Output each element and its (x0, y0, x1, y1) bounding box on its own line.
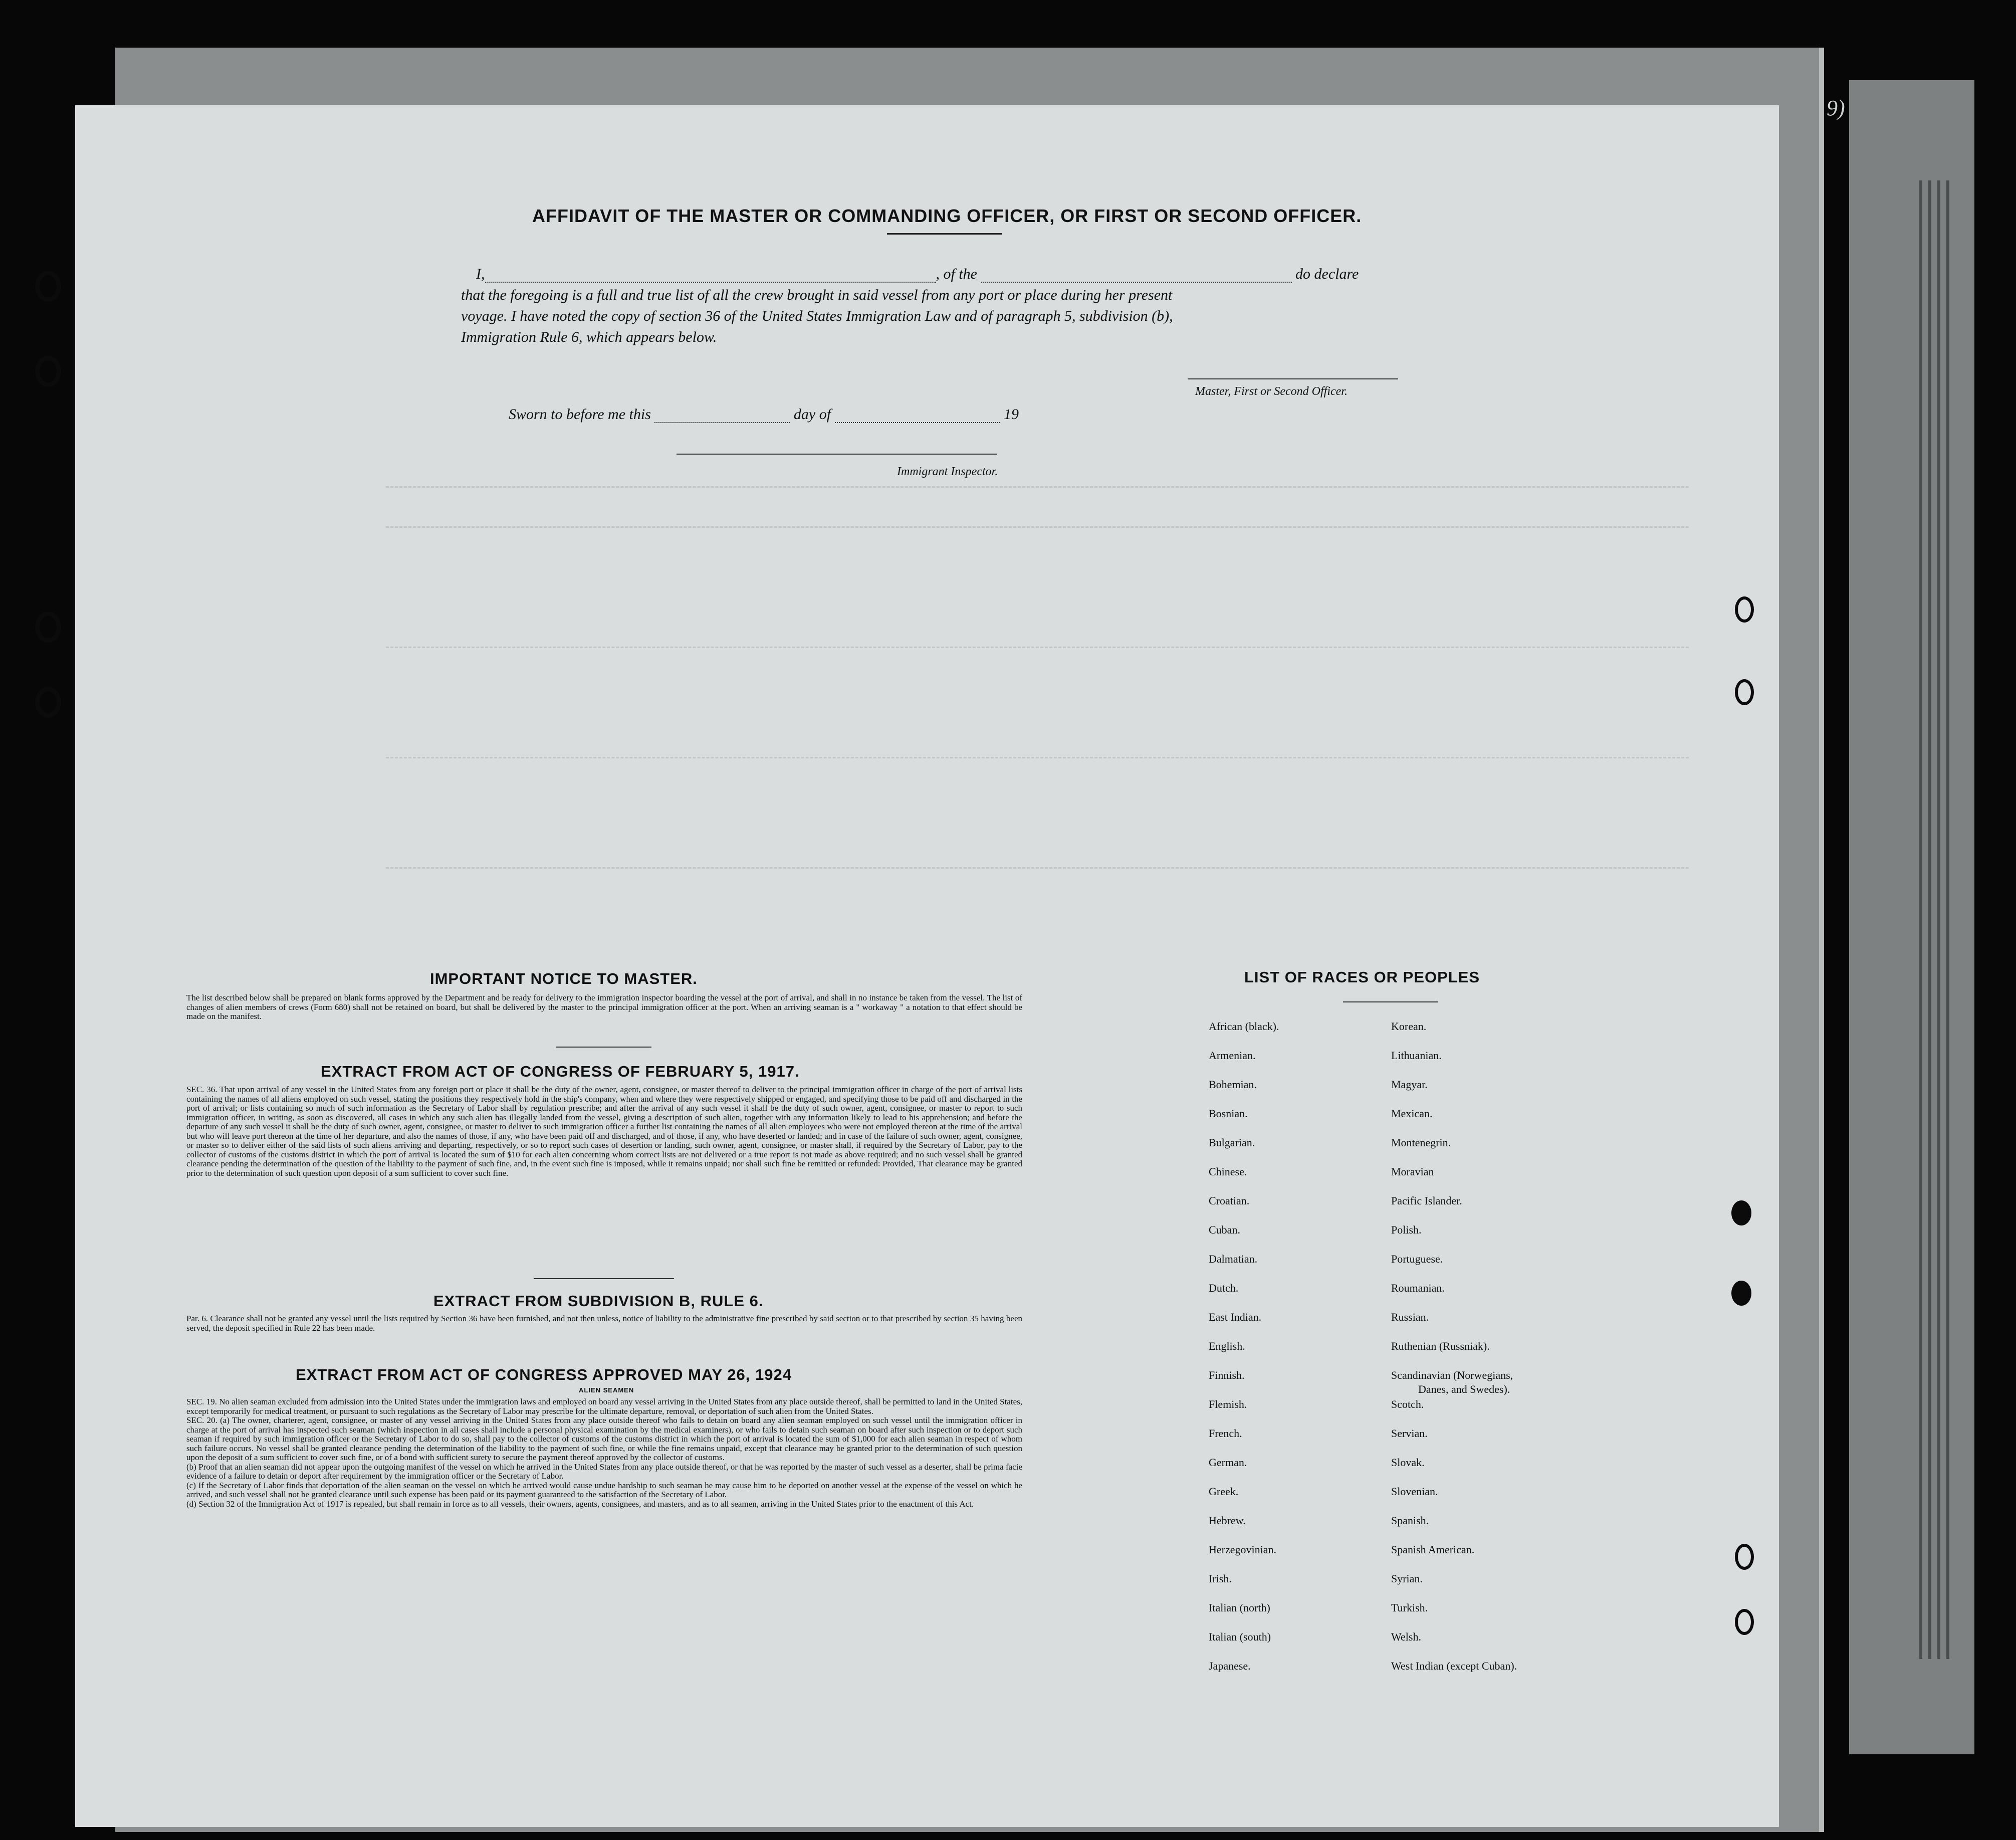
sworn-day-of: day of (793, 406, 831, 423)
sworn-day-blank (654, 422, 790, 423)
race-item: Korean. (1391, 1020, 1427, 1033)
race-item: Hebrew. (1209, 1514, 1246, 1527)
signature-line (1188, 378, 1398, 379)
notice-title: IMPORTANT NOTICE TO MASTER. (430, 970, 698, 987)
race-item: Montenegrin. (1391, 1136, 1451, 1149)
title-divider (887, 233, 1002, 235)
races-title: LIST OF RACES OR PEOPLES (1244, 968, 1480, 986)
race-item: Mexican. (1391, 1107, 1433, 1120)
race-item: German. (1209, 1456, 1247, 1469)
extract-rule6-text: Par. 6. Clearance shall not be granted any vessel until the lists required by Section 36 have been furnished, and not then unless, notice of liability to the administrative fine prescribed by said section or to that prescribed by section 35 having been served, the deposit specified in Rule 22 has been made. (186, 1314, 1022, 1333)
affidavit-do-declare-label: do declare (1295, 266, 1359, 282)
race-item: Italian (south) (1209, 1630, 1271, 1643)
punch-hole (35, 356, 61, 387)
race-item: Bosnian. (1209, 1107, 1248, 1120)
race-item: Chinese. (1209, 1165, 1247, 1178)
section-divider (534, 1278, 674, 1279)
document-page (75, 105, 1779, 1827)
race-item: Pacific Islander. (1391, 1194, 1462, 1207)
sec-20d-paragraph: (d) Section 32 of the Immigration Act of 1917 is repealed, but shall remain in force as to all vessels, their owners, agents, consignees, and masters, and as to all seamen, arriving in the United States prior to the enactment of this Act. (186, 1499, 974, 1509)
bleed-through-rule (386, 526, 1689, 528)
race-item: Italian (north) (1209, 1601, 1270, 1614)
race-item: Bohemian. (1209, 1078, 1257, 1091)
underlying-sheet-ruling (1919, 180, 1949, 1659)
race-item: Portuguese. (1391, 1253, 1443, 1265)
punch-hole (1735, 1609, 1754, 1635)
affidavit-line-1 (476, 266, 1359, 283)
sworn-prefix: Sworn to before me this (509, 406, 651, 423)
inspector-caption: Immigrant Inspector. (897, 465, 998, 478)
race-item: Dalmatian. (1209, 1253, 1258, 1265)
race-item: French. (1209, 1427, 1242, 1440)
punch-hole (1735, 596, 1754, 623)
punch-hole (1731, 1200, 1751, 1225)
race-item: Cuban. (1209, 1223, 1240, 1236)
race-item: Herzegovinian. (1209, 1543, 1276, 1556)
sec-20a-paragraph: SEC. 20. (a) The owner, charterer, agent, consignee, or master of any vessel arriving in the United States from any place outside thereof who fails to detain on board any alien seaman employed on such vessel until the immigration officer in charge at the port of arrival has inspected such seaman (which inspection in all cases shall include a personal physical examination by the medical examiners), or who fails to detain such seaman on board after such inspection or to deport such seaman if required by such immigration officer or the Secretary of Labor to do so, shall pay to the collector of customs of the customs district in which the port of arrival is located the sum of $1,000 for each alien seaman in respect of whom such failure occurs. No vessel shall be granted clearance pending the determination of the liability to the payment of such fine, or while the fine remains unpaid, except that clearance may be granted prior to the determination of such question upon the deposit of a sum sufficient to cover such fine, or of a bond with sufficient surety to secure the payment thereof approved by the collector of customs. (186, 1415, 1022, 1462)
race-item: Russian. (1391, 1311, 1429, 1323)
race-item: Ruthenian (Russniak). (1391, 1340, 1490, 1352)
affidavit-of-the-label: , of the (936, 266, 977, 282)
race-item: Scandinavian (Norwegians, (1391, 1369, 1513, 1381)
signature-caption: Master, First or Second Officer. (1195, 385, 1348, 398)
race-item: Servian. (1391, 1427, 1428, 1440)
race-item: Armenian. (1209, 1049, 1256, 1062)
race-item: Syrian. (1391, 1572, 1423, 1585)
affidavit-i-label: I, (476, 266, 485, 282)
inspector-line (677, 454, 997, 455)
race-item: Bulgarian. (1209, 1136, 1255, 1149)
punch-hole (35, 687, 61, 718)
race-item-continuation: Danes, and Swedes). (1418, 1383, 1510, 1395)
race-item: Roumanian. (1391, 1282, 1445, 1294)
sec-19-paragraph: SEC. 19. No alien seaman excluded from admission into the United States under the immigration laws and employed on board any vessel arriving in the United States from any place outside thereof, shall be permitted to land in the United States, except temporarily for medical treatment, or pursuant to such regulations as the Secretary of Labor may prescribe for the ultimate departure, removal, or deportation of such alien from the United States. (186, 1397, 1022, 1416)
sworn-year: 19 (1004, 406, 1019, 423)
bleed-through-rule (386, 486, 1689, 488)
sec-20b-paragraph: (b) Proof that an alien seaman did not appear upon the outgoing manifest of the vessel on which he arrived in the United States from any place outside thereof, or that he was reported by the master of such vessel as a deserter, shall be prima facie evidence of a failure to detain or deport after requirement by the immigration officer or the Secretary of Labor. (186, 1462, 1022, 1481)
race-item: Welsh. (1391, 1630, 1421, 1643)
sec-20c-paragraph: (c) If the Secretary of Labor finds that deportation of the alien seaman on the vessel on which he arrived would cause undue hardship to such seaman he may cause him to be deported on another vessel at the expense of the vessel on which he arrived, and such vessel shall not be granted clearance until such expense has been paid or its payment guaranteed to the satisfaction of the Secretary of Labor. (186, 1480, 1022, 1499)
race-item: Slovenian. (1391, 1485, 1438, 1498)
sworn-line (509, 406, 1019, 423)
race-item: Dutch. (1209, 1282, 1239, 1294)
extract-1924-subtitle: ALIEN SEAMEN (579, 1386, 634, 1394)
bleed-through-rule (386, 867, 1689, 869)
punch-hole (1735, 679, 1754, 705)
section-divider (1343, 1001, 1438, 1002)
extract-rule6-title: EXTRACT FROM SUBDIVISION B, RULE 6. (433, 1292, 764, 1310)
bleed-through-rule (386, 647, 1689, 648)
race-item: Spanish American. (1391, 1543, 1475, 1556)
punch-hole (35, 271, 61, 302)
race-item: Japanese. (1209, 1660, 1251, 1672)
affidavit-title: AFFIDAVIT OF THE MASTER OR COMMANDING OFFICER, OR FIRST OR SECOND OFFICER. (532, 206, 1362, 226)
extract-1924-title: EXTRACT FROM ACT OF CONGRESS APPROVED MAY 26, 1924 (296, 1366, 792, 1383)
punch-hole (35, 611, 61, 643)
affidavit-line-4: Immigration Rule 6, which appears below. (461, 329, 717, 345)
punch-hole (1731, 1281, 1751, 1306)
race-item: Lithuanian. (1391, 1049, 1442, 1062)
race-item: Irish. (1209, 1572, 1232, 1585)
extract-1917-title: EXTRACT FROM ACT OF CONGRESS OF FEBRUARY 5, 1917. (321, 1063, 800, 1080)
underlying-sheet-edge (1849, 80, 1974, 1754)
race-item: Scotch. (1391, 1398, 1424, 1410)
punch-hole (1735, 1544, 1754, 1570)
race-item: Polish. (1391, 1223, 1422, 1236)
officer-name-blank (485, 282, 936, 283)
race-item: Magyar. (1391, 1078, 1428, 1091)
extract-1917-text: SEC. 36. That upon arrival of any vessel in the United States from any foreign port or place it shall be the duty of the owner, agent, consignee, or master thereof to deliver to the principal immigration officer in charge of the port of arrival lists containing the names of all aliens employed on such vessel, stating the positions they respectively hold in the ship's company, when and where they were respectively shipped or engaged, and specifying those to be paid off and discharged in the port of arrival; or lists containing so much of such information as the Secretary of Labor shall by regulation prescribe; and after the arrival of any such vessel it shall be the duty of such owner, agent, consignee, or master to report to such immigration officer, in writing, as soon as discovered, all cases in which any such alien has illegally landed from the vessel, giving a description of such alien, together with any information likely to lead to his apprehension; and before the departure of any such vessel it shall be the duty of such owner, agent, consignee, or master to deliver to such immigration officer a further list containing the names of all alien employees who were not employed thereon at the time of the arrival but who will leave port thereon at the time of her departure, and also the names of those, if any, who have been paid off and discharged, and of those, if any, who have deserted or landed; and in case of the failure of such owner, agent, consignee, or master so to deliver either of the said lists of such aliens arriving and departing, respectively, or so to report such cases of desertion or landing, such owner, agent, consignee, or master shall, if required by the Secretary of Labor, pay to the collector of customs of the customs district in which the port of arrival is located the sum of $10 for each alien concerning whom correct lists are not delivered or a true report is not made as above required; and no such vessel shall be granted clearance pending the determination of the question of the liability to the payment of such fine, and, in the event such fine is imposed, while it remains unpaid; nor shall such fine be remitted or refunded: Provided, That clearance may be granted prior to the determination of such question upon deposit of a sum sufficient to cover such fine. (186, 1085, 1022, 1178)
race-item: English. (1209, 1340, 1245, 1352)
vessel-name-blank (981, 282, 1292, 283)
race-item: Turkish. (1391, 1601, 1428, 1614)
extract-1924-body (186, 1397, 1022, 1509)
race-item: Moravian (1391, 1165, 1434, 1178)
page-number: 9) (1827, 96, 1845, 120)
race-item: Spanish. (1391, 1514, 1429, 1527)
race-item: Finnish. (1209, 1369, 1245, 1381)
affidavit-line-3: voyage. I have noted the copy of section 36 of the United States Immigration Law and of paragraph 5, subdivision (b), (461, 308, 1173, 324)
race-item: Greek. (1209, 1485, 1239, 1498)
race-item: African (black). (1209, 1020, 1279, 1033)
race-item: Croatian. (1209, 1194, 1250, 1207)
sworn-month-blank (835, 422, 1000, 423)
affidavit-line-2: that the foregoing is a full and true list of all the crew brought in said vessel from any port or place during her present (461, 287, 1173, 303)
race-item: Flemish. (1209, 1398, 1247, 1410)
bleed-through-rule (386, 757, 1689, 758)
race-item: West Indian (except Cuban). (1391, 1660, 1517, 1672)
race-item: Slovak. (1391, 1456, 1425, 1469)
section-divider (556, 1047, 651, 1048)
race-item: East Indian. (1209, 1311, 1262, 1323)
notice-text: The list described below shall be prepared on blank forms approved by the Department and be ready for delivery to the immigration inspector boarding the vessel at the port of arrival, and shall in no instance be taken from the vessel. The list of changes of alien members of crews (Form 680) shall not be retained on board, but shall be delivered by the master to the principal immigration officer at the port. When an arriving seaman is a " workaway " a notation to that effect should be made on the manifest. (186, 993, 1022, 1021)
